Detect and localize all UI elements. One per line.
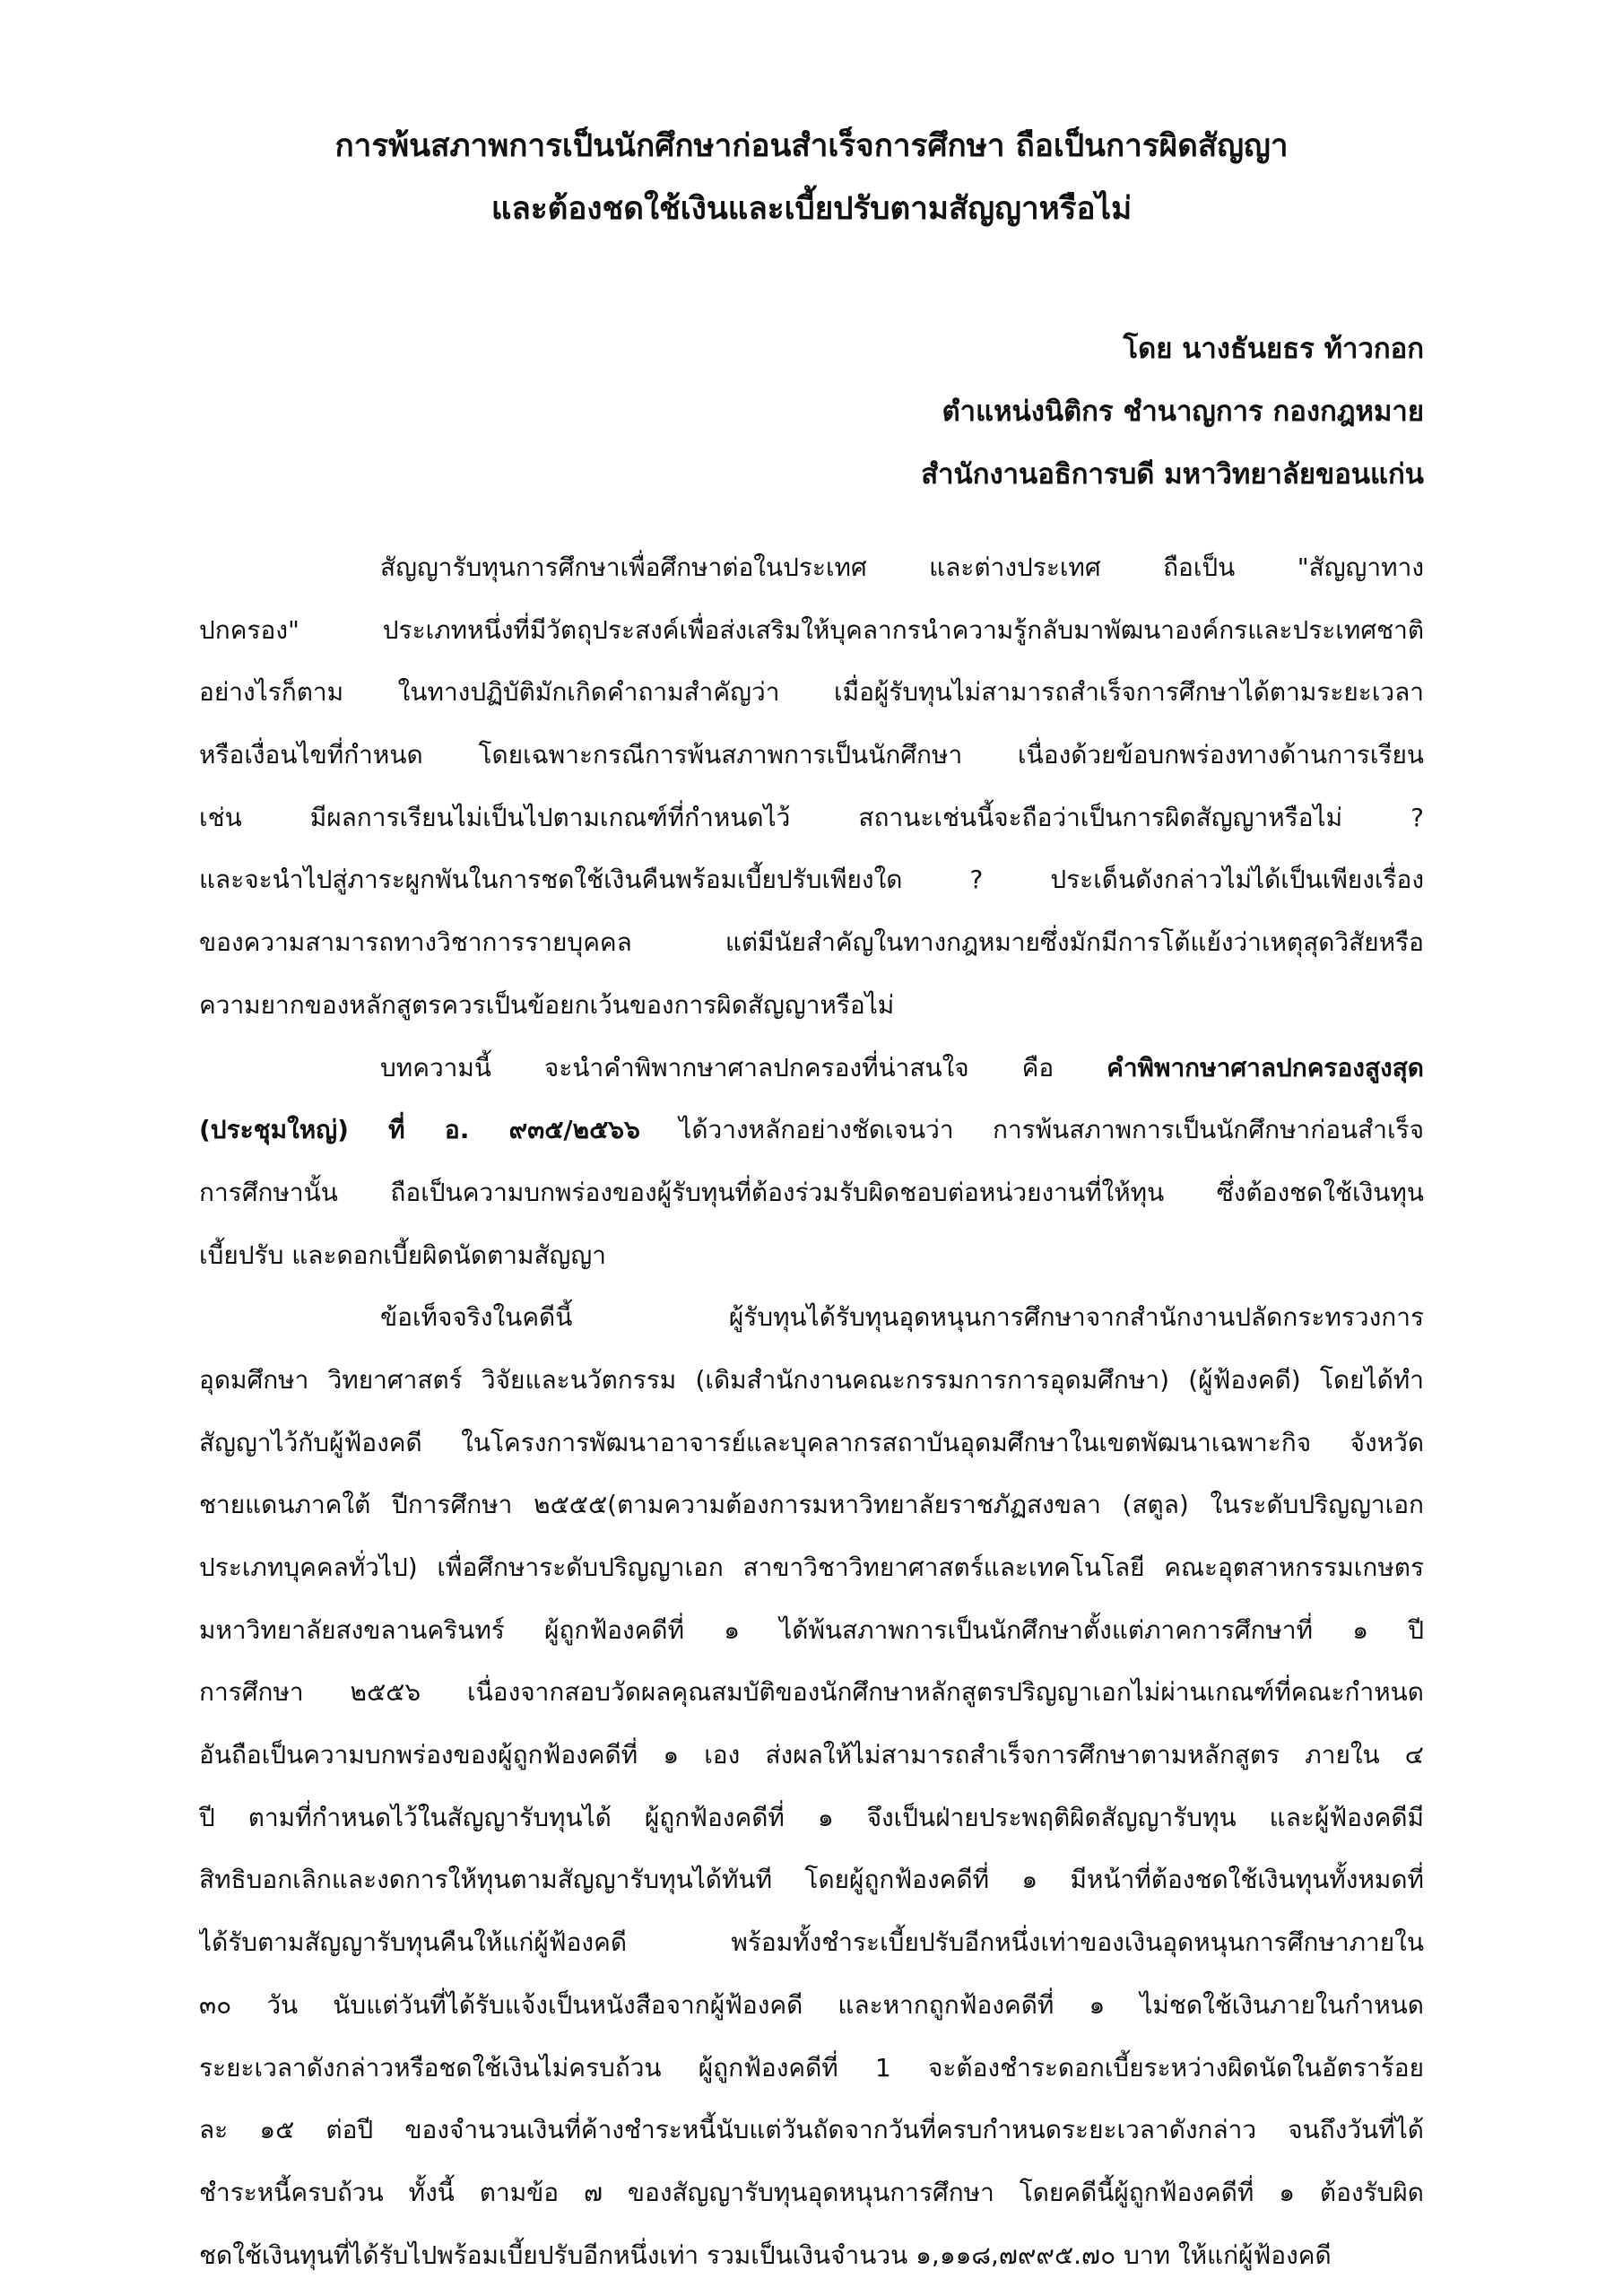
text-line	[199, 1099, 1424, 1161]
text-line: ได้รับตามสัญญารับทุนคืนให้แก่ผู้ฟ้องคดี พร้อมทั้งชำระเบี้ยปรับอีกหนึ่งเท่าของเงินอุดหนุนการศึกษาภายใน	[199, 1927, 1424, 1958]
author-position: ตำแหน่งนิติกร ชำนาญการ กองกฎหมาย	[942, 396, 1424, 428]
text-line	[199, 1037, 1424, 1100]
title-line-2: และต้องชดใช้เงินและเบี้ยปรับตามสัญญาหรือไม่	[490, 191, 1133, 227]
text-line: อย่างไรก็ตาม ในทางปฏิบัติมักเกิดคำถามสำคัญว่า เมื่อผู้รับทุนไม่สามารถสำเร็จการศึกษาได้ตามระยะเวลา	[199, 677, 1424, 708]
text-run: บทความนี้ จะนำคำพิพากษาศาลปกครองที่น่าสนใจ คือ	[380, 1052, 1107, 1083]
text-line: ความยากของหลักสูตรควรเป็นข้อยกเว้นของการผิดสัญญาหรือไม่	[199, 989, 895, 1020]
text-line: สิทธิบอกเลิกและงดการให้ทุนตามสัญญารับทุนได้ทันที โดยผู้ถูกฟ้องคดีที่ ๑ มีหน้าที่ต้องชดใช้เงินทุนทั้งหมดที่	[199, 1865, 1424, 1895]
text-line: ข้อเท็จจริงในคดีนี้ ผู้รับทุนได้รับทุนอุดหนุนการศึกษาจากสำนักงานปลัดกระทรวงการ	[380, 1302, 1424, 1333]
text-line: หรือเงื่อนไขที่กำหนด โดยเฉพาะกรณีการพ้นสภาพการเป็นนักศึกษา เนื่องด้วยข้อบกพร่องทางด้านการเรียน	[199, 740, 1424, 770]
text-line: ๓๐ วัน นับแต่วันที่ได้รับแจ้งเป็นหนังสือจากผู้ฟ้องคดี และหากถูกฟ้องคดีที่ ๑ ไม่ชดใช้เงินภายในกำหนด	[199, 1989, 1424, 2020]
text-line: ชดใช้เงินทุนที่ได้รับไปพร้อมเบี้ยปรับอีกหนึ่งเท่า รวมเป็นเงินจำนวน ๑,๑๑๘,๗๙๙๕.๗๐ บาท ให้แก่ผู้ฟ้องคดี	[199, 2239, 1332, 2270]
text-line: ปี ตามที่กำหนดไว้ในสัญญารับทุนได้ ผู้ถูกฟ้องคดีที่ ๑ จึงเป็นฝ่ายประพฤติผิดสัญญารับทุน และผู้ฟ้องคดีมี	[199, 1802, 1424, 1832]
text-line: เบี้ยปรับ และดอกเบี้ยผิดนัดตามสัญญา	[199, 1239, 606, 1270]
text-run: ได้วางหลักอย่างชัดเจนว่า การพ้นสภาพการเป็นนักศึกษาก่อนสำเร็จ	[639, 1115, 1424, 1145]
text-line: และจะนำไปสู่ภาระผูกพันในการชดใช้เงินคืนพร้อมเบี้ยปรับเพียงใด ? ประเด็นดังกล่าวไม่ได้เป็นเพียงเรื่อง	[199, 865, 1424, 895]
author-office: สำนักงานอธิการบดี มหาวิทยาลัยขอนแก่น	[921, 458, 1424, 491]
author-name: โดย นางธันยธร ท้าวกอก	[1123, 333, 1424, 365]
text-line: สัญญาไว้กับผู้ฟ้องคดี ในโครงการพัฒนาอาจารย์และบุคลากรสถาบันอุดมศึกษาในเขตพัฒนาเฉพาะกิจ จังหวัด	[199, 1427, 1424, 1457]
text-line: ของความสามารถทางวิชาการรายบุคคล แต่มีนัยสำคัญในทางกฎหมายซึ่งมักมีการโต้แย้งว่าเหตุสุดวิสัยหรือ	[199, 927, 1424, 958]
case-reference-bold: คำพิพากษาศาลปกครองสูงสุด	[1107, 1052, 1424, 1083]
text-line: ปกครอง" ประเภทหนึ่งที่มีวัตถุประสงค์เพื่อส่งเสริมให้บุคลากรนำความรู้กลับมาพัฒนาองค์กรและประเทศชาติ	[199, 614, 1424, 645]
text-line: การศึกษานั้น ถือเป็นความบกพร่องของผู้รับทุนที่ต้องร่วมรับผิดชอบต่อหน่วยงานที่ให้ทุน ซึ่งต้องชดใช้เงินทุน	[199, 1177, 1424, 1207]
case-number-bold: (ประชุมใหญ่) ที่ อ. ๙๓๕/๒๕๖๖	[199, 1115, 640, 1145]
text-line: การศึกษา ๒๕๕๖ เนื่องจากสอบวัดผลคุณสมบัติของนักศึกษาหลักสูตรปริญญาเอกไม่ผ่านเกณฑ์ที่คณะกำหนด	[199, 1677, 1424, 1708]
author-block	[921, 317, 1424, 506]
text-line: ระยะเวลาดังกล่าวหรือชดใช้เงินไม่ครบถ้วน ผู้ถูกฟ้องคดีที่ 1 จะต้องชำระดอกเบี้ยระหว่างผิดนัดในอัตราร้อย	[199, 2052, 1424, 2083]
text-line: อันถือเป็นความบกพร่องของผู้ถูกฟ้องคดีที่ ๑ เอง ส่งผลให้ไม่สามารถสำเร็จการศึกษาตามหลักสูตร ภายใน ๔	[199, 1740, 1424, 1770]
paragraph-1	[199, 536, 1424, 1037]
paragraph-3	[199, 1286, 1424, 2286]
text-line: ชายแดนภาคใต้ ปีการศึกษา ๒๕๕๕(ตามความต้องการมหาวิทยาลัยราชภัฏสงขลา (สตูล) ในระดับปริญญาเอก	[199, 1490, 1424, 1520]
text-line: ประเภทบุคคลทั่วไป) เพื่อศึกษาระดับปริญญาเอก สาขาวิชาวิทยาศาสตร์และเทคโนโลยี คณะอุตสาหกรรมเกษตร	[199, 1552, 1424, 1582]
text-line: ชำระหนี้ครบถ้วน ทั้งนี้ ตามข้อ ๗ ของสัญญารับทุนอุดหนุนการศึกษา โดยคดีนี้ผู้ถูกฟ้องคดีที่ ๑ ต้องรับผิด	[199, 2177, 1424, 2207]
text-line: อุดมศึกษา วิทยาศาสตร์ วิจัยและนวัตกรรม (เดิมสำนักงานคณะกรรมการการอุดมศึกษา) (ผู้ฟ้องคดี) โดยได้ทำ	[199, 1364, 1424, 1395]
article-title	[197, 115, 1426, 240]
article-body	[199, 536, 1424, 2286]
title-line-1: การพ้นสภาพการเป็นนักศึกษาก่อนสำเร็จการศึกษา ถือเป็นการผิดสัญญา	[334, 128, 1289, 164]
text-line: สัญญารับทุนการศึกษาเพื่อศึกษาต่อในประเทศ และต่างประเทศ ถือเป็น "สัญญาทาง	[380, 552, 1424, 582]
text-line: เช่น มีผลการเรียนไม่เป็นไปตามเกณฑ์ที่กำหนดไว้ สถานะเช่นนี้จะถือว่าเป็นการผิดสัญญาหรือไม่ ?	[199, 802, 1424, 832]
paragraph-2	[199, 1037, 1424, 1287]
text-line: มหาวิทยาลัยสงขลานครินทร์ ผู้ถูกฟ้องคดีที่ ๑ ได้พ้นสภาพการเป็นนักศึกษาตั้งแต่ภาคการศึกษาที่ ๑ ปี	[199, 1614, 1424, 1645]
text-line: ละ ๑๕ ต่อปี ของจำนวนเงินที่ค้างชำระหนี้นับแต่วันถัดจากวันที่ครบกำหนดระยะเวลาดังกล่าว จนถึงวันที่ได้	[199, 2115, 1424, 2145]
